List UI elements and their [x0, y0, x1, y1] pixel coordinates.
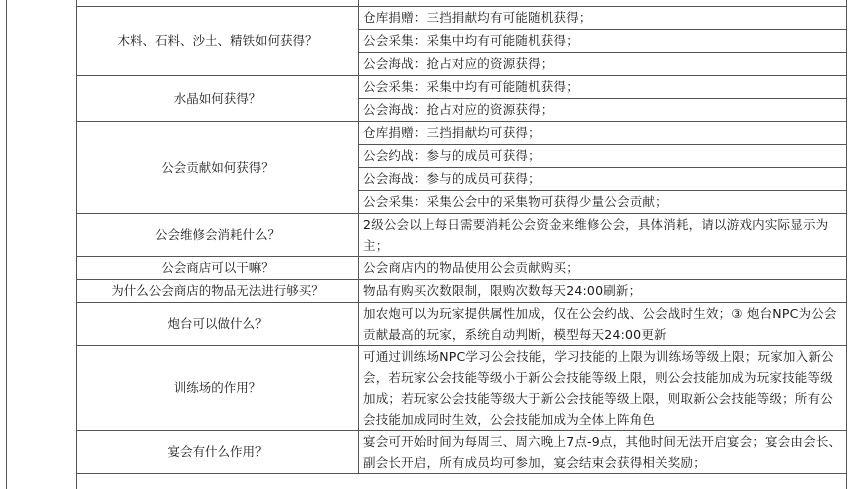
question-cell: 木料、石料、沙土、精铁如何获得？ — [77, 7, 359, 76]
answer-cell: 公会采集：采集中均有可能随机获得； — [359, 30, 847, 53]
answer-cell: 公会采集：采集中均有可能随机获得； — [359, 76, 847, 99]
answer-cell: 公会采集：采集公会中的采集物可获得少量公会贡献； — [359, 191, 847, 214]
answer-cell: 仓库捐赠：三挡捐献均有可能随机获得； — [359, 7, 847, 30]
question-cell: 水晶如何获得？ — [77, 76, 359, 122]
table-row — [77, 280, 847, 303]
question-cell: 训练场的作用？ — [77, 346, 359, 431]
table-row — [77, 214, 847, 257]
table-row — [77, 7, 847, 30]
question-cell: 公会维修会消耗什么？ — [77, 214, 359, 257]
answer-cell: 可通过训练场NPC学习公会技能，学习技能的上限为训练场等级上限；玩家加入新公会，若玩家公会技能等级小于新公会技能等级上限，则公会技能加成为玩家技能等级加成；若玩家公会技能等级大于新公会技能等级上限，则取新公会技能等级；所有公会技能加成同时生效，公会技能加成为全体上阵角色 — [359, 346, 847, 431]
answer-cell: 公会约战：参与的成员可获得； — [359, 145, 847, 168]
question-cell: 公会商店可以干嘛？ — [77, 257, 359, 280]
table-row — [77, 346, 847, 431]
faq-table — [76, 0, 847, 474]
answer-cell: 公会商店内的物品使用公会贡献购买； — [359, 257, 847, 280]
answer-cell: 2级公会以上每日需要消耗公会资金来维修公会，具体消耗，请以游戏内实际显示为主； — [359, 214, 847, 257]
question-cell: 公会贡献如何获得？ — [77, 122, 359, 214]
table-row — [77, 431, 847, 474]
question-cell: 炮台可以做什么？ — [77, 303, 359, 346]
answer-cell: 宴会可开始时间为每周三、周六晚上7点-9点，其他时间无法开启宴会；宴会由会长、副会长开启，所有成员均可参加，宴会结束会获得相关奖励； — [359, 431, 847, 474]
answer-cell: 物品有购买次数限制，限购次数每天24:00刷新； — [359, 280, 847, 303]
table-row — [77, 303, 847, 346]
question-cell: 宴会有什么作用？ — [77, 431, 359, 474]
table-row — [77, 122, 847, 145]
table-row — [77, 76, 847, 99]
table-row — [77, 257, 847, 280]
question-cell: 为什么公会商店的物品无法进行够买？ — [77, 280, 359, 303]
outer-border-left — [6, 0, 7, 489]
answer-cell: 公会海战：参与的成员可获得； — [359, 168, 847, 191]
answer-cell: 公会海战：抢占对应的资源获得； — [359, 53, 847, 76]
answer-cell: 加农炮可以为玩家提供属性加成，仅在公会约战、公会战时生效；③ 炮台NPC为公会贡献最高的玩家，系统自动判断，模型每天24:00更新 — [359, 303, 847, 346]
answer-cell: 仓库捐赠：三挡捐献均可获得； — [359, 122, 847, 145]
answer-cell: 公会海战：抢占对应的资源获得； — [359, 99, 847, 122]
